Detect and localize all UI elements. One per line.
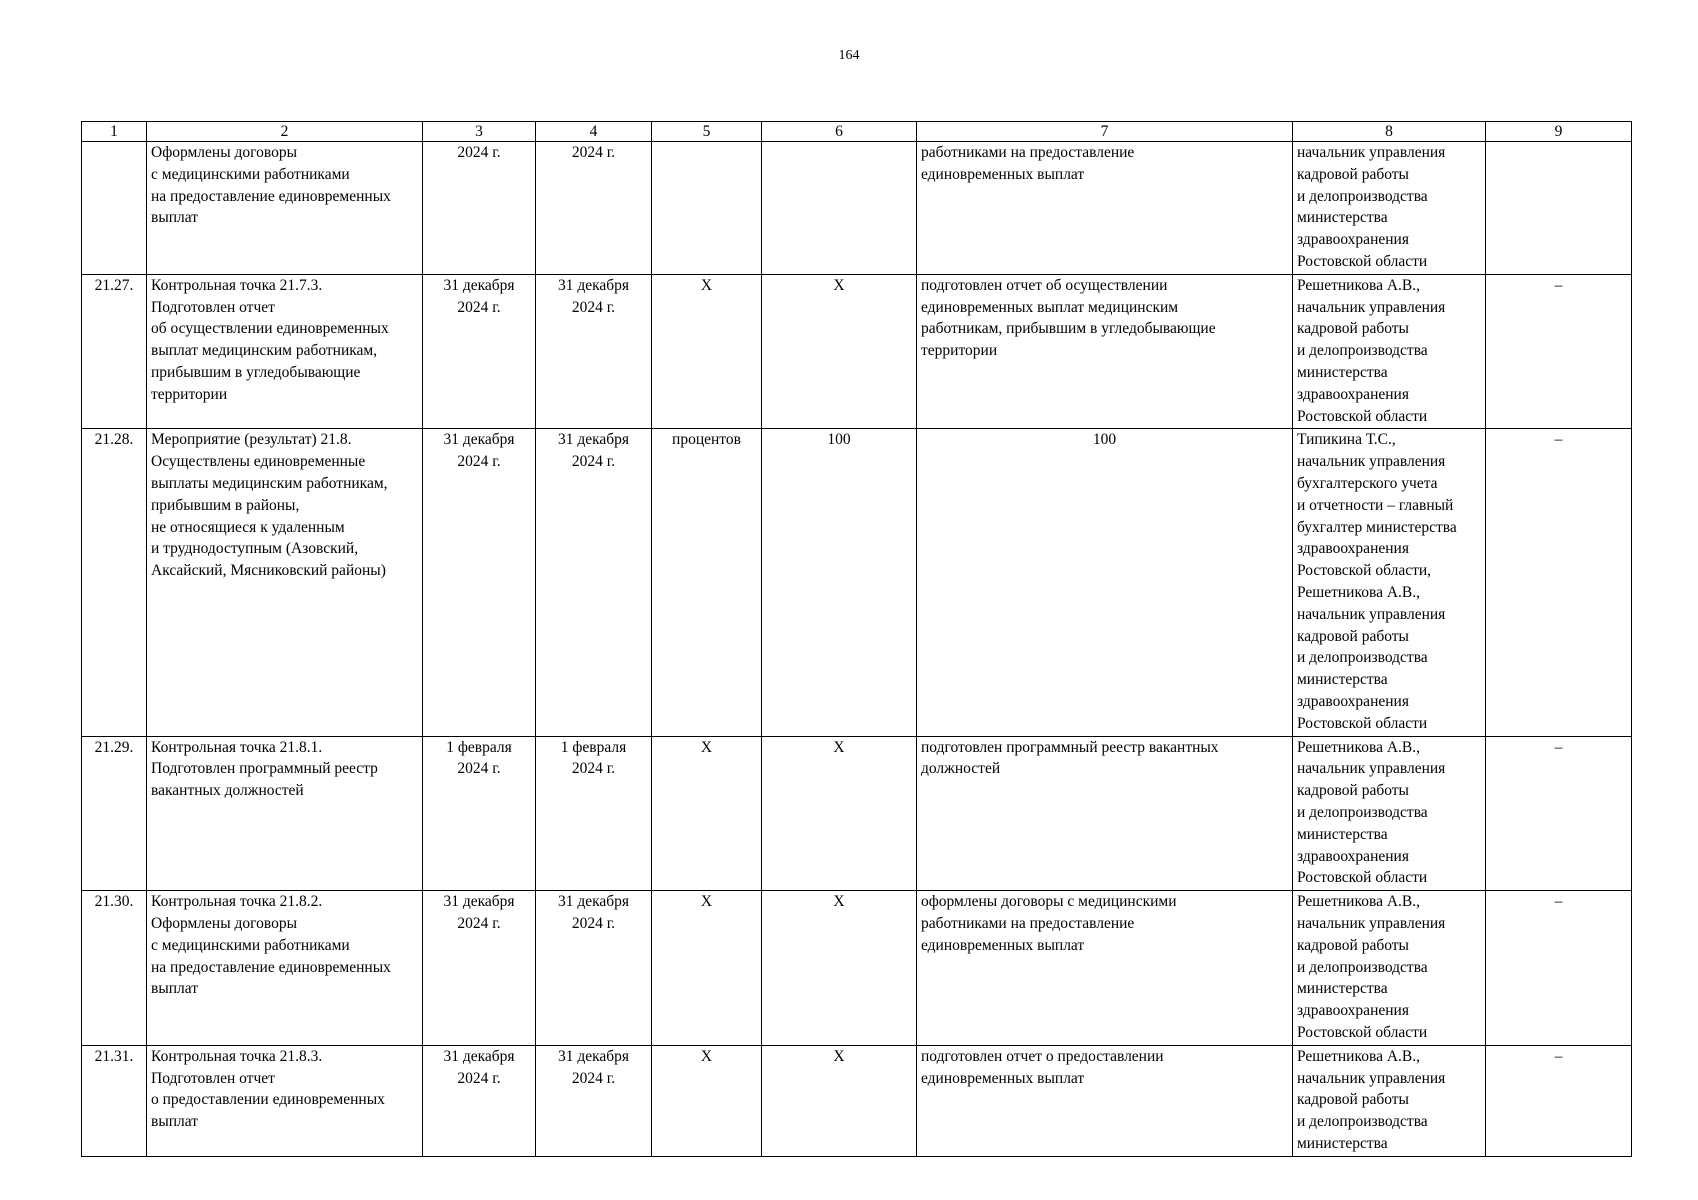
cell-line: подготовлен программный реестр вакантных (921, 738, 1219, 756)
cell-line: Контрольная точка 21.7.3. (151, 276, 323, 294)
cell-line: Х (833, 738, 845, 756)
cell-line: подготовлен отчет об осуществлении (921, 276, 1168, 294)
cell-line: на предоставление единовременных (151, 958, 391, 976)
row-number-cell (82, 142, 147, 275)
event-name-cell (147, 891, 423, 1046)
event-name-cell (147, 142, 423, 275)
cell-line: кадровой работы (1297, 782, 1409, 800)
cell-line: оформлены договоры с медицинскими (921, 893, 1177, 911)
cell-line: 31 декабря (557, 431, 630, 449)
cell-line: 31 декабря (443, 1047, 515, 1065)
cell-line: 31 декабря (557, 893, 630, 911)
cell-line: начальник управления (1297, 914, 1446, 932)
cell-line: 2024 г. (457, 144, 501, 161)
note-cell (1486, 736, 1632, 891)
cell-line: Подготовлен отчет (151, 1069, 275, 1087)
cell-line: Х (700, 276, 713, 294)
event-name-cell (147, 274, 423, 429)
start-date-cell (423, 429, 536, 736)
start-date-cell (423, 891, 536, 1046)
cell-line: 2024 г. (571, 298, 616, 316)
value-cell (762, 142, 917, 275)
cell-line: вакантных должностей (151, 782, 304, 800)
cell-line: 31 декабря (443, 431, 515, 449)
cell-line: начальник управления (1297, 453, 1446, 471)
cell-line: начальник управления (1297, 605, 1446, 623)
cell-line: кадровой работы (1297, 627, 1409, 645)
cell-line: процентов (672, 431, 741, 449)
cell-line: здравоохранения (1297, 847, 1409, 865)
cell-line: территории (921, 342, 998, 360)
table-row (82, 142, 1632, 275)
cell-line: здравоохранения (1297, 692, 1409, 710)
cell-line: и делопроизводства (1297, 958, 1428, 976)
table-row (82, 736, 1632, 891)
note-cell (1486, 429, 1632, 736)
cell-line: начальник управления (1297, 144, 1446, 161)
result-cell (917, 891, 1293, 1046)
cell-line: об осуществлении единовременных (151, 320, 389, 338)
cell-line: – (1554, 1047, 1563, 1065)
cell-line: Х (700, 893, 713, 911)
end-date-cell (536, 891, 652, 1046)
table-row (82, 274, 1632, 429)
cell-line: здравоохранения (1297, 231, 1409, 249)
cell-line: и делопроизводства (1297, 803, 1428, 821)
cell-line: кадровой работы (1297, 936, 1409, 954)
cell-line: Х (833, 1047, 845, 1065)
cell-line: здравоохранения (1297, 540, 1409, 558)
cell-line: 31 декабря (557, 276, 630, 294)
cell-line: Контрольная точка 21.8.3. (151, 1047, 323, 1065)
responsible-cell (1293, 736, 1486, 891)
unit-cell (652, 736, 762, 891)
cell-line: и отчетности – главный (1297, 496, 1454, 514)
cell-line: Ростовской области, (1297, 562, 1432, 580)
cell-line: работниками на предоставление (921, 914, 1135, 932)
note-cell (1486, 891, 1632, 1046)
cell-line: Решетникова А.В., (1297, 1047, 1420, 1065)
cell-line: министерства (1297, 363, 1388, 381)
cell-line: должностей (921, 760, 1001, 778)
column-header: 2 (147, 122, 423, 142)
cell-line: – (1554, 276, 1563, 294)
cell-line: не относящиеся к удаленным (151, 518, 345, 536)
cell-line: Ростовской области (1297, 252, 1428, 270)
cell-line: 100 (1092, 431, 1117, 449)
unit-cell (652, 429, 762, 736)
cell-line: 2024 г. (571, 453, 616, 471)
cell-line: выплат (151, 1113, 199, 1131)
cell-line: Решетникова А.В., (1297, 583, 1420, 601)
cell-line: Мероприятие (результат) 21.8. (151, 431, 352, 449)
cell-line: Решетникова А.В., (1297, 738, 1420, 756)
cell-line: – (1554, 893, 1563, 911)
cell-line: работниками на предоставление (921, 144, 1135, 161)
cell-line: единовременных выплат (921, 936, 1085, 954)
cell-line: Ростовской области (1297, 1023, 1428, 1041)
responsible-cell (1293, 891, 1486, 1046)
cell-line: Решетникова А.В., (1297, 893, 1420, 911)
cell-line: на предоставление единовременных (151, 187, 391, 205)
event-name-cell (147, 736, 423, 891)
responsible-cell (1293, 142, 1486, 275)
column-header: 4 (536, 122, 652, 142)
cell-line: 31 декабря (443, 276, 515, 294)
cell-line: 31 декабря (557, 1047, 630, 1065)
cell-line: здравоохранения (1297, 1002, 1409, 1020)
cell-line: Типикина Т.С., (1297, 431, 1396, 449)
end-date-cell (536, 429, 652, 736)
table-row (82, 891, 1632, 1046)
cell-line: 1 февраля (560, 738, 627, 756)
unit-cell (652, 274, 762, 429)
cell-line: и делопроизводства (1297, 187, 1428, 205)
note-cell (1486, 1045, 1632, 1156)
cell-line: 100 (827, 431, 851, 449)
value-cell (762, 891, 917, 1046)
cell-line: начальник управления (1297, 760, 1446, 778)
cell-line: и делопроизводства (1297, 649, 1428, 667)
row-number-cell: 21.30. (82, 891, 147, 1046)
cell-line: Оформлены договоры (151, 144, 297, 161)
cell-line: Решетникова А.В., (1297, 276, 1420, 294)
cell-line: 2024 г. (457, 760, 501, 778)
cell-line: Х (833, 893, 845, 911)
cell-line: подготовлен отчет о предоставлении (921, 1047, 1164, 1065)
plan-table (81, 121, 1632, 1157)
cell-line: единовременных выплат медицинским (921, 298, 1179, 316)
cell-line: с медицинскими работниками (151, 936, 350, 954)
value-cell (762, 429, 917, 736)
responsible-cell (1293, 1045, 1486, 1156)
table-body (82, 142, 1632, 1157)
cell-line: Контрольная точка 21.8.1. (151, 738, 323, 756)
cell-line: Подготовлен программный реестр (151, 760, 378, 778)
unit-cell (652, 142, 762, 275)
unit-cell (652, 1045, 762, 1156)
cell-line: и труднодоступным (Азовский, (151, 540, 359, 558)
event-name-cell (147, 429, 423, 736)
start-date-cell (423, 736, 536, 891)
cell-line: 2024 г. (457, 914, 501, 932)
cell-line: выплаты медицинским работникам, (151, 474, 388, 492)
value-cell (762, 736, 917, 891)
cell-line: министерства (1297, 209, 1388, 227)
end-date-cell (536, 1045, 652, 1156)
note-cell (1486, 142, 1632, 275)
cell-line: о предоставлении единовременных (151, 1091, 385, 1109)
cell-line: работникам, прибывшим в угледобывающие (921, 320, 1216, 338)
cell-line: кадровой работы (1297, 320, 1409, 338)
start-date-cell (423, 1045, 536, 1156)
end-date-cell (536, 142, 652, 275)
note-cell (1486, 274, 1632, 429)
column-header: 5 (652, 122, 762, 142)
row-number-cell: 21.29. (82, 736, 147, 891)
column-header: 7 (917, 122, 1293, 142)
cell-line: Осуществлены единовременные (151, 453, 366, 471)
cell-line: 2024 г. (571, 760, 616, 778)
cell-line: единовременных выплат (921, 1069, 1085, 1087)
result-cell (917, 736, 1293, 891)
table-row (82, 1045, 1632, 1156)
cell-line: выплат (151, 209, 199, 227)
cell-line: кадровой работы (1297, 165, 1409, 183)
responsible-cell (1293, 429, 1486, 736)
cell-line: бухгалтерского учета (1297, 474, 1438, 492)
cell-line: 2024 г. (457, 298, 501, 316)
row-number-cell: 21.28. (82, 429, 147, 736)
cell-line: единовременных выплат (921, 165, 1085, 183)
cell-line: – (1554, 431, 1563, 449)
row-number-cell: 21.31. (82, 1045, 147, 1156)
cell-line: 2024 г. (457, 453, 501, 471)
result-cell (917, 274, 1293, 429)
cell-line: Х (833, 276, 845, 294)
start-date-cell (423, 142, 536, 275)
end-date-cell (536, 736, 652, 891)
column-header: 8 (1293, 122, 1486, 142)
page-number: 164 (838, 48, 860, 63)
result-cell (917, 1045, 1293, 1156)
cell-line: Подготовлен отчет (151, 298, 275, 316)
row-number-cell: 21.27. (82, 274, 147, 429)
cell-line: выплат медицинским работникам, (151, 342, 378, 360)
table-row (82, 429, 1632, 736)
cell-line: 2024 г. (457, 1069, 501, 1087)
cell-line: 31 декабря (443, 893, 515, 911)
cell-line: Оформлены договоры (151, 914, 297, 932)
cell-line: кадровой работы (1297, 1091, 1409, 1109)
unit-cell (652, 891, 762, 1046)
cell-line: 2024 г. (571, 1069, 616, 1087)
cell-line: выплат (151, 980, 199, 998)
cell-line: министерства (1297, 1134, 1388, 1152)
cell-line: Ростовской области (1297, 407, 1428, 425)
cell-line: начальник управления (1297, 1069, 1446, 1087)
column-header: 9 (1486, 122, 1632, 142)
cell-line: 1 февраля (446, 738, 512, 756)
cell-line: Ростовской области (1297, 869, 1428, 887)
event-name-cell (147, 1045, 423, 1156)
result-cell (917, 142, 1293, 275)
cell-line: Х (700, 1047, 713, 1065)
cell-line: Ростовской области (1297, 714, 1428, 732)
column-number-row (82, 122, 1632, 142)
value-cell (762, 274, 917, 429)
column-header: 1 (82, 122, 147, 142)
cell-line: министерства (1297, 825, 1388, 843)
cell-line: и делопроизводства (1297, 342, 1428, 360)
cell-line: здравоохранения (1297, 385, 1409, 403)
cell-line: прибывшим в угледобывающие (151, 363, 361, 381)
end-date-cell (536, 274, 652, 429)
cell-line: – (1554, 738, 1563, 756)
cell-line: территории (151, 385, 228, 403)
cell-line: прибывшим в районы, (151, 496, 300, 514)
cell-line: бухгалтер министерства (1297, 518, 1457, 536)
cell-line: 2024 г. (571, 144, 616, 161)
cell-line: Аксайский, Мясниковский районы) (151, 562, 386, 580)
result-cell (917, 429, 1293, 736)
cell-line: министерства (1297, 980, 1388, 998)
cell-line: Контрольная точка 21.8.2. (151, 893, 323, 911)
cell-line: Х (700, 738, 713, 756)
column-header: 3 (423, 122, 536, 142)
cell-line: министерства (1297, 671, 1388, 689)
cell-line: с медицинскими работниками (151, 165, 350, 183)
cell-line: 2024 г. (571, 914, 616, 932)
column-header: 6 (762, 122, 917, 142)
responsible-cell (1293, 274, 1486, 429)
cell-line: и делопроизводства (1297, 1113, 1428, 1131)
cell-line: начальник управления (1297, 298, 1446, 316)
value-cell (762, 1045, 917, 1156)
start-date-cell (423, 274, 536, 429)
